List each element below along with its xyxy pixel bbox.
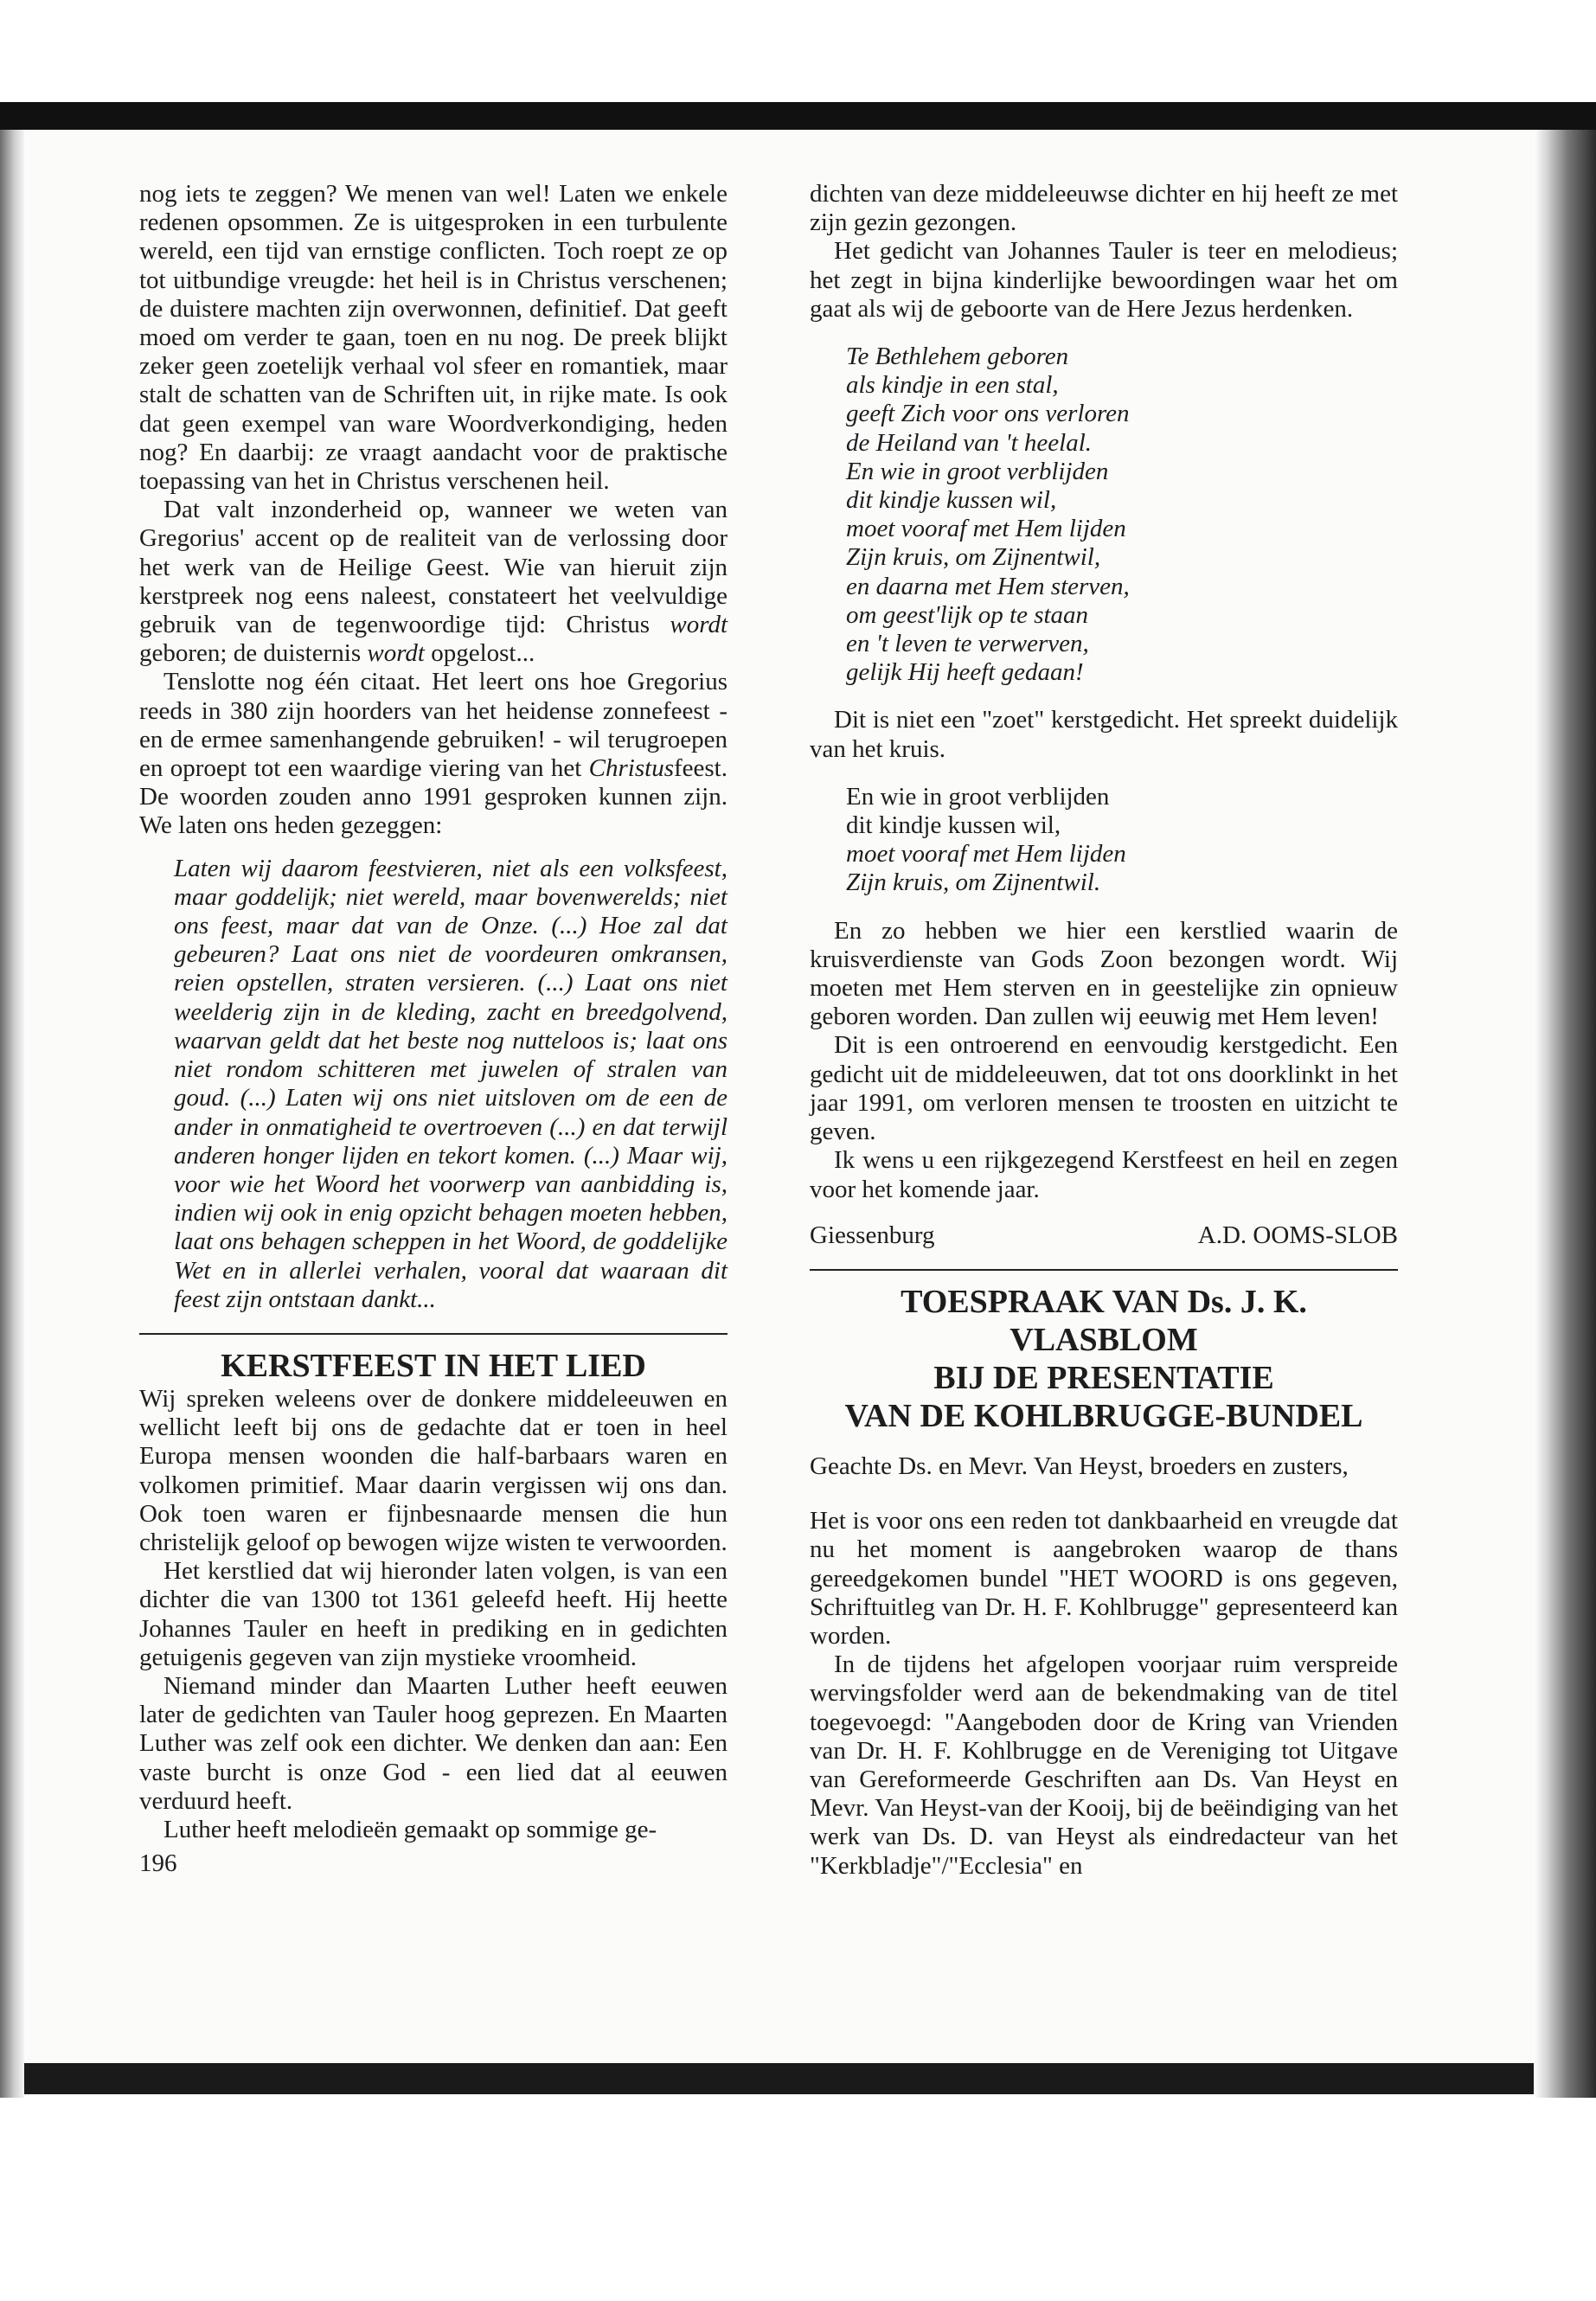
- greeting: Geachte Ds. en Mevr. Van Heyst, broeders en zusters,: [810, 1452, 1349, 1480]
- left-column: [139, 180, 727, 1878]
- paragraph: Het gedicht van Johannes Tauler is teer en melodieus; het zegt in bijna kinderlijke bewoordingen waar het om gaat als wij de geboorte van de Here Jezus herdenken.: [810, 237, 1398, 323]
- paragraph: In de tijdens het afgelopen voorjaar ruim verspreide wervingsfolder werd aan de bekendmaking van de titel toegevoegd: "Aangeboden door de Kring van Vrienden van Dr. H. F. Kohlbrugge en de Vereniging tot Uitgave van Gereformeerde Geschriften aan Ds. Van Heyst en Mevr. Van Heyst-van der Kooij, bij de beëindiging van het werk van Ds. D. van Heyst als eindredacteur van het "Kerkbladje"/"Ecclesia" en: [810, 1650, 1399, 1880]
- paragraph: Tenslotte nog één citaat. Het leert ons hoe Gregorius reeds in 380 zijn hoorders van het heidense zonnefeest - en de ermee samenhangende gebruiken! - wil terugroepen en oproept tot een waardige viering van het Christusfeest. De woorden zouden anno 1991 gesproken kunnen zijn. We laten ons heden gezeggen:: [139, 668, 727, 840]
- poem-line: om geest'lijk op te staan: [846, 600, 1089, 629]
- spacer: [810, 1481, 1398, 1507]
- block-quote: Laten wij daarom feestvieren, niet als een volksfeest, maar goddelijk; niet wereld, maar bovenwerelds; niet ons feest, maar dat van de Onze. (...) Hoe zal dat gebeuren? Laat ons niet de voordeuren omkransen, reien opstellen, straten versieren. (...) Laat ons niet weelderig zijn in de kleding, zacht en breedgolvend, waarvan geldt dat het beste nog nutteloos is; laat ons niet rondom schitteren met juwelen of stralen van goud. (...) Laten wij ons niet uitsloven om de een de ander in onmatigheid te overtroeven (...) en dat terwijl anderen honger lijden en tekort komen. (...) Maar wij, voor wie het Woord het voorwerp van aanbidding is, indien wij ook in enig opzicht behagen moeten hebben, laat ons behagen scheppen in het Woord, de goddelijke Wet en in allerlei verhalen, vooral dat waaraan dit feest zijn ontstaan dankt...: [174, 854, 727, 1313]
- page: [24, 130, 1534, 2063]
- scan-right-edge: [1534, 130, 1596, 2098]
- poem-line: en daarna met Hem sterven,: [846, 572, 1130, 600]
- paragraph: dichten van deze middeleeuwse dichter en hij heeft ze met zijn gezin gezongen.: [810, 180, 1398, 237]
- paragraph: Het kerstlied dat wij hieronder laten volgen, is van een dichter die van 1300 tot 1361 geleefd heeft. Hij heette Johannes Tauler en heeft in prediking en in gedichten getuigenis gegeven van zijn mystieke vroomheid.: [139, 1557, 727, 1671]
- poem-line: en 't leven te verwerven,: [846, 630, 1089, 658]
- paragraph: Dat valt inzonderheid op, wanneer we weten van Gregorius' accent op de realiteit van de verlossing door het werk van de Heilige Geest. Wie van hieruit zijn kerstpreek nog eens naleest, constateert het veelvuldige gebruik van de tegenwoordige tijd: Christus wordt geboren; de duisternis wordt opgelost...: [139, 496, 727, 668]
- signature-place: Giessenburg: [810, 1221, 935, 1249]
- signature-line: [810, 1221, 1398, 1250]
- paragraph: Wij spreken weleens over de donkere middeleeuwen en wellicht leeft bij ons de gedachte dat er toen in heel Europa mensen woonden die half-barbaars waren en volkomen primitief. Maar daarin vergissen wij ons dan. Ook toen waren er fijnbesnaarde mensen die hun christelijk geloof op bewogen wijze wisten te verwoorden.: [139, 1384, 727, 1556]
- paragraph: Niemand minder dan Maarten Luther heeft eeuwen later de gedichten van Tauler hoog geprezen. En Maarten Luther was zelf ook een dichter. We denken dan aan: Een vaste burcht is onze God - een lied dat al eeuwen verduurd heeft.: [139, 1671, 727, 1815]
- poem-line: gelijk Hij heeft gedaan!: [846, 658, 1084, 687]
- section-divider: [139, 1333, 727, 1335]
- scan-bottom-border: [24, 2063, 1534, 2094]
- paragraph: nog iets te zeggen? We menen van wel! Laten we enkele redenen opsommen. Ze is uitgesproken in een turbulente wereld, een tijd van ernstige conflicten. Toch roept ze op tot uitbundige vreugde: het heil is in Christus verschenen; de duistere machten zijn overwonnen, definitief. Dat geeft moed om verder te gaan, toen en nu nog. De preek blijkt zeker geen zoetelijk verhaal vol sfeer en romantiek, maar stalt de schatten van de Schriften uit, in rijke mate. Is ook dat geen exempel van ware Woordverkondiging, heden nog? En daarbij: ze vraagt aandacht voor de praktische toepassing van het in Christus verschenen heil.: [139, 180, 727, 496]
- section-heading: KERSTFEEST IN HET LIED: [221, 1347, 646, 1384]
- poem-line: moet vooraf met Hem lijden: [846, 840, 1126, 868]
- poem-line: dit kindje kussen wil,: [846, 811, 1061, 840]
- poem-line: dit kindje kussen wil,: [846, 486, 1057, 515]
- poem-line: En wie in groot verblijden: [846, 457, 1109, 485]
- right-column: [810, 180, 1398, 1881]
- section-heading: TOESPRAAK VAN Ds. J. K. VLASBLOM: [901, 1283, 1307, 1358]
- page-number: 196: [139, 1849, 177, 1878]
- paragraph: Dit is niet een "zoet" kerstgedicht. Het spreekt duidelijk van het kruis.: [810, 706, 1398, 763]
- scan-left-edge: [0, 130, 24, 2098]
- poem-line: Zijn kruis, om Zijnentwil,: [846, 543, 1101, 572]
- paragraph: En zo hebben we hier een kerstlied waarin de kruisverdienste van Gods Zoon bezongen wordt. Wij moeten met Hem sterven en in geestelijke zin opnieuw geboren worden. Dan zullen wij eeuwig met Hem leven!: [810, 916, 1398, 1031]
- paragraph: Luther heeft melodieën gemaakt op sommige ge-: [163, 1815, 657, 1843]
- poem-line: geeft Zich voor ons verloren: [846, 400, 1130, 428]
- signature-author: A.D. OOMS-SLOB: [1197, 1221, 1398, 1249]
- section-heading: BIJ DE PRESENTATIE: [933, 1359, 1274, 1396]
- poem-line: En wie in groot verblijden: [846, 782, 1110, 811]
- section-divider: [810, 1269, 1398, 1271]
- section-heading: VAN DE KOHLBRUGGE-BUNDEL: [844, 1397, 1363, 1434]
- poem-line: Te Bethlehem geboren: [846, 343, 1069, 371]
- poem: [846, 343, 1398, 687]
- paragraph: Het is voor ons een reden tot dankbaarheid en vreugde dat nu het moment is aangebroken waarop de thans gereedgekomen bundel "HET WOORD is ons gegeven, Schriftuitleg van Dr. H. F. Kohlbrugge" gepresenteerd kan worden.: [810, 1507, 1398, 1650]
- poem-line: moet vooraf met Hem lijden: [846, 515, 1126, 543]
- poem: [846, 783, 1398, 898]
- paragraph: Ik wens u een rijkgezegend Kerstfeest en heil en zegen voor het komende jaar.: [810, 1146, 1398, 1203]
- poem-line: de Heiland van 't heelal.: [846, 428, 1093, 457]
- paragraph: Dit is een ontroerend en eenvoudig kerstgedicht. Een gedicht uit de middeleeuwen, dat tot ons doorklinkt in het jaar 1991, om verloren mensen te troosten en uitzicht te geven.: [810, 1031, 1398, 1146]
- poem-line: als kindje in een stal,: [846, 371, 1059, 400]
- poem-line: Zijn kruis, om Zijnentwil.: [846, 868, 1101, 897]
